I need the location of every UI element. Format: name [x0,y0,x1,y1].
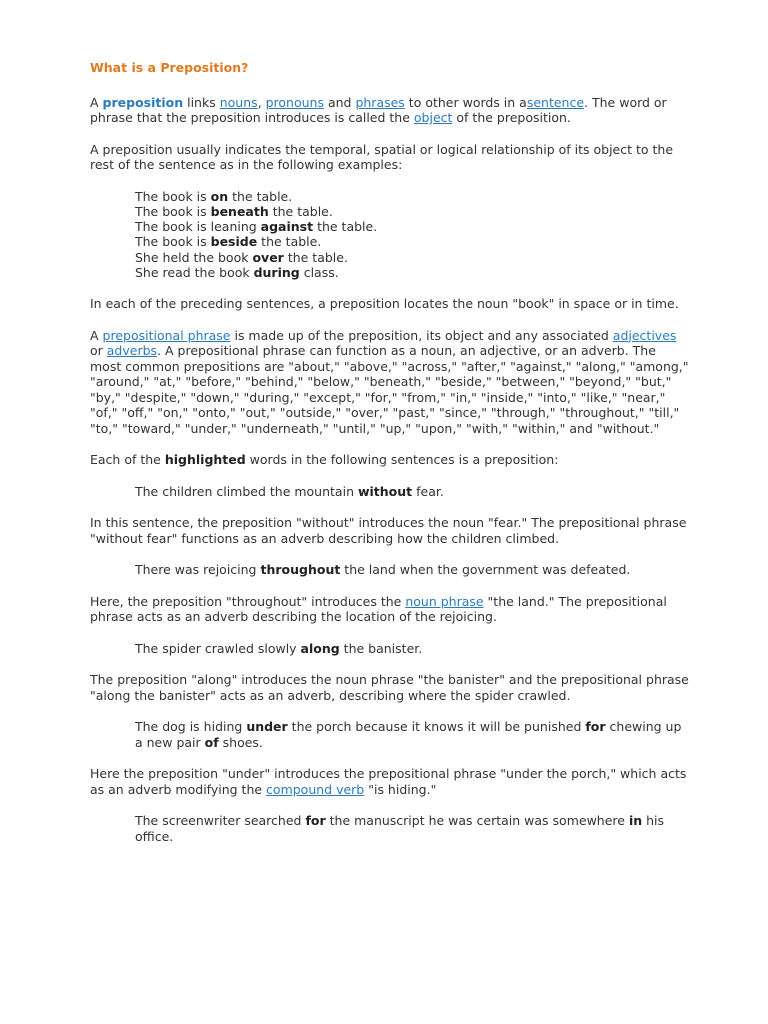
explanation-paragraph: Here, the preposition "throughout" introduces the noun phrase "the land." The prepositional phrase acts as an adverb describing the location of the rejoicing. [90,593,667,625]
locates-paragraph: In each of the preceding sentences, a preposition locates the noun "book" in space or in time. [90,296,679,312]
text: . The word or phrase that the preposition introduces is called the [90,94,667,125]
explanation-paragraph: Here the preposition "under" introduces the prepositional phrase "under the porch," which acts as an adverb modifying the compound verb "is hiding." [90,766,687,797]
examples-list [135,189,690,281]
explanation-paragraph: The preposition "along" introduces the noun phrase "the banister" and the prepositional phrase "along the banister" acts as an adverb, describing where the spider crawled. [90,672,689,703]
example-sentence: The children climbed the mountain without fear. [135,483,444,499]
text: of the preposition. [452,110,571,125]
pronouns-link[interactable]: pronouns [265,94,324,110]
example-line: The book is leaning against the table. [135,219,378,235]
definition-paragraph [90,95,690,126]
adjectives-link[interactable]: adjectives [612,327,677,343]
phrases-link[interactable]: phrases [355,94,405,110]
explanation-paragraph: In this sentence, the preposition "without" introduces the noun "fear." The prepositional phrase "without fear" functions as an adverb describing how the children climbed. [90,515,687,546]
preposition-term: preposition [102,94,184,110]
relationship-paragraph: A preposition usually indicates the temporal, spatial or logical relationship of its object to the rest of the sentence as in the following examples: [90,141,674,172]
object-link[interactable]: object [413,110,453,125]
prepositional-phrase-link[interactable]: prepositional phrase [102,327,231,343]
example-line: The book is beneath the table. [135,203,333,219]
highlighted-intro-paragraph: Each of the highlighted words in the following sentences is a preposition: [90,452,559,468]
page-title: What is a Preposition? [90,60,249,75]
text: links [183,94,220,110]
sentence-link[interactable]: sentence [526,94,585,110]
example-line: She read the book during class. [135,264,339,280]
noun-phrase-link[interactable]: noun phrase [405,593,484,609]
example-line: The book is on the table. [135,188,293,204]
example-sentence: The dog is hiding under the porch because it knows it will be punished for chewing up a new pair of shoes. [135,719,682,750]
prepositional-phrase-paragraph: A prepositional phrase is made up of the preposition, its object and any associated adjectives or adverbs. A prepositional phrase can function as a noun, an adjective, or an adverb. The most common prepositions are "about," "above," "across," "after," "against," "along," "among," "around," "at," "before," "behind," "below," "beneath," "beside," "between," "beyond," "but," "by," "despite," "down," "during," "except," "for," "from," "in," "inside," "into," "like," "near," "of," "off," "on," "onto," "out," "outside," "over," "past," "since," "through," "throughout," "till," "to," "toward," "under," "underneath," "until," "up," "upon," "with," "within," and "without." [90,327,689,436]
text: , [257,94,266,110]
example-line: She held the book over the table. [135,249,348,265]
example-sentence: There was rejoicing throughout the land when the government was defeated. [135,562,631,578]
nouns-link[interactable]: nouns [219,94,258,110]
document-page [90,60,690,860]
adverbs-link[interactable]: adverbs [106,343,158,359]
text: and [323,94,356,110]
text: to other words in a [404,94,527,110]
example-line: The book is beside the table. [135,234,322,250]
text: A [90,94,103,110]
example-sentence: The spider crawled slowly along the banister. [135,640,423,656]
example-sentence: The screenwriter searched for the manuscript he was certain was somewhere in his office. [135,813,665,844]
compound-verb-link[interactable]: compound verb [266,781,365,797]
